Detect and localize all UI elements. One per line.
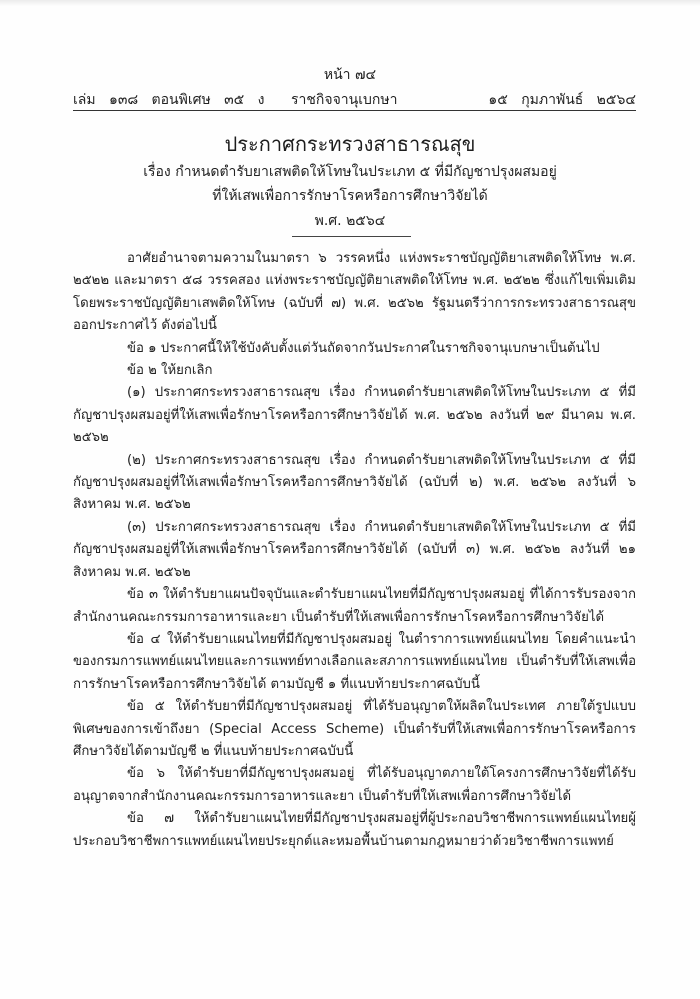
title-separator xyxy=(292,236,411,237)
document-year: พ.ศ. ๒๕๖๔ xyxy=(314,213,386,229)
clause-7: ข้อ ๗ ให้ตำรับยาแผนไทยที่มีกัญชาปรุงผสมอยู่ที่ผู้ประกอบวิชาชีพการแพทย์แผนไทยผู้ประกอบวิชาชีพการแพทย์แผนไทยประยุกต์และหมอพื้นบ้านตามกฎหมายว่าด้วยวิชาชีพการแพทย์ xyxy=(73,811,636,849)
subject-line-1: เรื่อง กำหนดตำรับยาเสพติดให้โทษในประเภท ๕ ที่มีกัญชาปรุงผสมอยู่ xyxy=(143,164,557,180)
clause-2-item-3: (๓) ประกาศกระทรวงสาธารณสุข เรื่อง กำหนดตำรับยาเสพติดให้โทษในประเภท ๕ ที่มีกัญชาปรุงผสมอยู่ที่ให้เสพเพื่อรักษาโรคหรือการศึกษาวิจัยได้ (ฉบับที่ ๓) พ.ศ. ๒๕๖๒ ลงวันที่ ๒๑ สิงหาคม พ.ศ. ๒๕๖๒ xyxy=(73,519,636,580)
clause-1: ข้อ ๑ ประกาศนี้ให้ใช้บังคับตั้งแต่วันถัดจากวันประกาศในราชกิจจานุเบกษาเป็นต้นไป xyxy=(127,340,600,356)
clause-2-item-1: (๑) ประกาศกระทรวงสาธารณสุข เรื่อง กำหนดตำรับยาเสพติดให้โทษในประเภท ๕ ที่มีกัญชาปรุงผสมอยู่ที่ให้เสพเพื่อรักษาโรคหรือการศึกษาวิจัยได้ พ.ศ. ๒๕๖๒ ลงวันที่ ๒๙ มีนาคม พ.ศ. ๒๕๖๒ xyxy=(73,385,636,446)
clause-2-item-2: (๒) ประกาศกระทรวงสาธารณสุข เรื่อง กำหนดตำรับยาเสพติดให้โทษในประเภท ๕ ที่มีกัญชาปรุงผสมอยู่ที่ให้เสพเพื่อรักษาโรคหรือการศึกษาวิจัยได้ (ฉบับที่ ๒) พ.ศ. ๒๕๖๒ ลงวันที่ ๖ สิงหาคม พ.ศ. ๒๕๖๒ xyxy=(73,452,636,513)
clause-5: ข้อ ๕ ให้ตำรับยาที่มีกัญชาปรุงผสมอยู่ ที่ได้รับอนุญาตให้ผลิตในประเทศ ภายใต้รูปแบบพิเศษของการเข้าถึงยา (Special Access Scheme) เป็นตำรับที่ให้เสพเพื่อการรักษาโรคหรือการศึกษาวิจัยได้ตามบัญชี ๒ ที่แนบท้ายประกาศฉบับนี้ xyxy=(73,699,636,759)
publication-date: ๑๕ กุมภาพันธ์ ๒๕๖๔ xyxy=(488,92,636,108)
document-title: ประกาศกระทรวงสาธารณสุข xyxy=(224,132,476,156)
clause-6: ข้อ ๖ ให้ตำรับยาที่มีกัญชาปรุงผสมอยู่ ที่ได้รับอนุญาตภายใต้โครงการศึกษาวิจัยที่ได้รับอนุญาตจากสำนักงานคณะกรรมการอาหารและยา เป็นตำรับที่ให้เสพเพื่อการศึกษาวิจัยได้ xyxy=(73,766,636,804)
volume-issue: เล่ม ๑๓๘ ตอนพิเศษ ๓๕ ง xyxy=(73,92,265,108)
subject-line-2: ที่ให้เสพเพื่อการรักษาโรคหรือการศึกษาวิจัยได้ xyxy=(212,188,488,204)
clause-2: ข้อ ๒ ให้ยกเลิก xyxy=(127,363,213,379)
clause-4: ข้อ ๔ ให้ตำรับยาแผนไทยที่มีกัญชาปรุงผสมอยู่ ในตำราการแพทย์แผนไทย โดยคำแนะนำของกรมการแพทย์แผนไทยและการแพทย์ทางเลือกและสภาการแพทย์แผนไทย เป็นตำรับที่ให้เสพเพื่อการรักษาโรคหรือการศึกษาวิจัยได้ ตามบัญชี ๑ ที่แนบท้ายประกาศฉบับนี้ xyxy=(73,631,636,692)
preamble-paragraph: อาศัยอำนาจตามความในมาตรา ๖ วรรคหนึ่ง แห่งพระราชบัญญัติยาเสพติดให้โทษ พ.ศ. ๒๕๒๒ และมาตรา ๕๘ วรรคสอง แห่งพระราชบัญญัติยาเสพติดให้โทษ พ.ศ. ๒๕๒๒ ซึ่งแก้ไขเพิ่มเติมโดยพระราชบัญญัติยาเสพติดให้โทษ (ฉบับที่ ๗) พ.ศ. ๒๕๖๒ รัฐมนตรีว่าการกระทรวงสาธารณสุขออกประกาศไว้ ดังต่อไปนี้ xyxy=(73,251,636,334)
clause-3: ข้อ ๓ ให้ตำรับยาแผนปัจจุบันและตำรับยาแผนไทยที่มีกัญชาปรุงผสมอยู่ ที่ได้การรับรองจากสำนักงานคณะกรรมการอาหารและยา เป็นตำรับที่ให้เสพเพื่อการรักษาโรคหรือการศึกษาวิจัยได้ xyxy=(73,587,636,625)
document-body xyxy=(73,248,636,853)
page-top-shadow xyxy=(0,0,700,6)
gazette-header xyxy=(73,89,636,109)
publication-name: ราชกิจจานุเบกษา xyxy=(291,92,398,108)
header-divider xyxy=(73,110,636,111)
page-number: หน้า ๗๔ xyxy=(323,67,377,83)
document-subject xyxy=(0,160,700,208)
